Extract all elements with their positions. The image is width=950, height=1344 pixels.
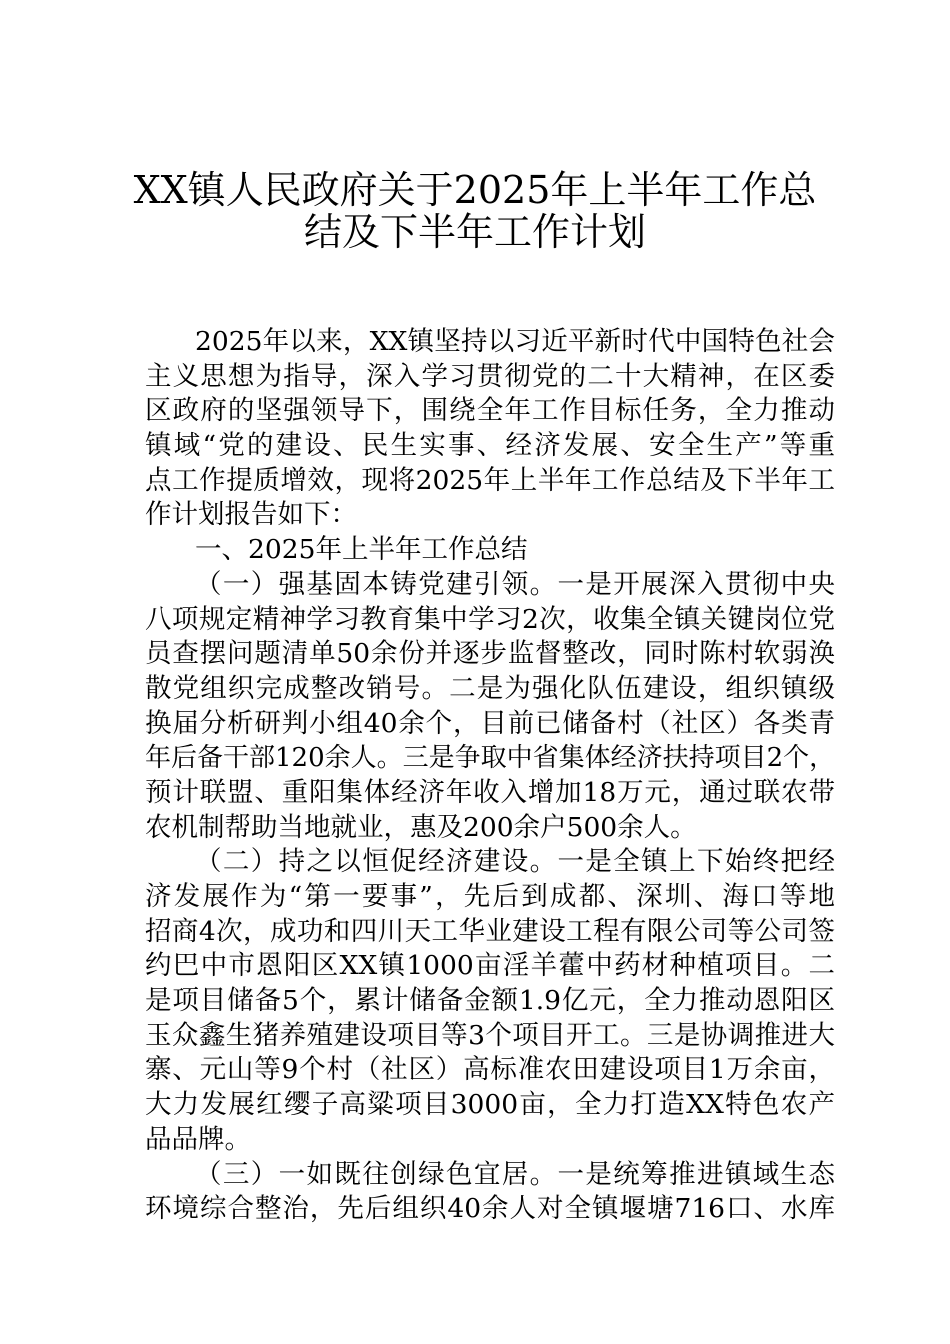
paragraph-line: 品品牌。 xyxy=(145,1123,251,1155)
paragraph-line: 环境综合整治，先后组织40余人对全镇堰塘716口、水库 xyxy=(145,1193,835,1225)
paragraph-line: 员查摆问题清单50余份并逐步监督整改，同时陈村软弱涣 xyxy=(145,638,835,670)
paragraph-line: 2025年以来，XX镇坚持以习近平新时代中国特色社会 xyxy=(195,326,835,357)
paragraph-line: 换届分析研判小组40余个，目前已储备村（社区）各类青 xyxy=(145,707,835,739)
document-title-line-2: 结及下半年工作计划 xyxy=(303,210,646,254)
paragraph-line: 点工作提质增效，现将2025年上半年工作总结及下半年工 xyxy=(145,464,835,496)
paragraph-line: 作计划报告如下： xyxy=(145,499,357,531)
paragraph-line: 区政府的坚强领导下，围绕全年工作目标任务，全力推动 xyxy=(145,395,835,427)
paragraph-line: 招商4次，成功和四川天工华业建设工程有限公司等公司签 xyxy=(145,915,835,947)
paragraph-line: 农机制帮助当地就业，惠及200余户500余人。 xyxy=(145,811,697,843)
paragraph-line: 预计联盟、重阳集体经济年收入增加18万元，通过联农带 xyxy=(145,776,835,808)
document-title-line-1: XX镇人民政府关于2025年上半年工作总 xyxy=(133,168,817,212)
paragraph-line: 约巴中市恩阳区XX镇1000亩淫羊藿中药材种植项目。二 xyxy=(145,950,835,982)
paragraph-line: 玉众鑫生猪养殖建设项目等3个项目开工。三是协调推进大 xyxy=(145,1019,835,1051)
paragraph-line: （一）强基固本铸党建引领。一是开展深入贯彻中央 xyxy=(195,568,835,600)
paragraph-line: 镇域“党的建设、民生实事、经济发展、安全生产”等重 xyxy=(145,430,835,462)
paragraph-line: （三）一如既往创绿色宜居。一是统筹推进镇域生态 xyxy=(195,1158,835,1190)
section-heading: 一、2025年上半年工作总结 xyxy=(195,534,528,566)
paragraph-line: 寨、元山等9个村（社区）高标准农田建设项目1万余亩， xyxy=(145,1054,835,1086)
paragraph-line: 是项目储备5个，累计储备金额1.9亿元，全力推动恩阳区 xyxy=(145,985,835,1017)
paragraph-line: 八项规定精神学习教育集中学习2次，收集全镇关键岗位党 xyxy=(145,603,835,635)
document-body xyxy=(145,325,835,1227)
paragraph-line: 散党组织完成整改销号。二是为强化队伍建设，组织镇级 xyxy=(145,672,835,704)
paragraph-line: （二）持之以恒促经济建设。一是全镇上下始终把经 xyxy=(195,846,835,878)
paragraph-line: 大力发展红缨子高粱项目3000亩，全力打造XX特色农产 xyxy=(145,1089,835,1121)
paragraph-line: 济发展作为“第一要事”，先后到成都、深圳、海口等地 xyxy=(145,881,835,912)
paragraph-line: 年后备干部120余人。三是争取中省集体经济扶持项目2个， xyxy=(145,743,836,774)
paragraph-line: 主义思想为指导，深入学习贯彻党的二十大精神，在区委 xyxy=(145,360,835,392)
